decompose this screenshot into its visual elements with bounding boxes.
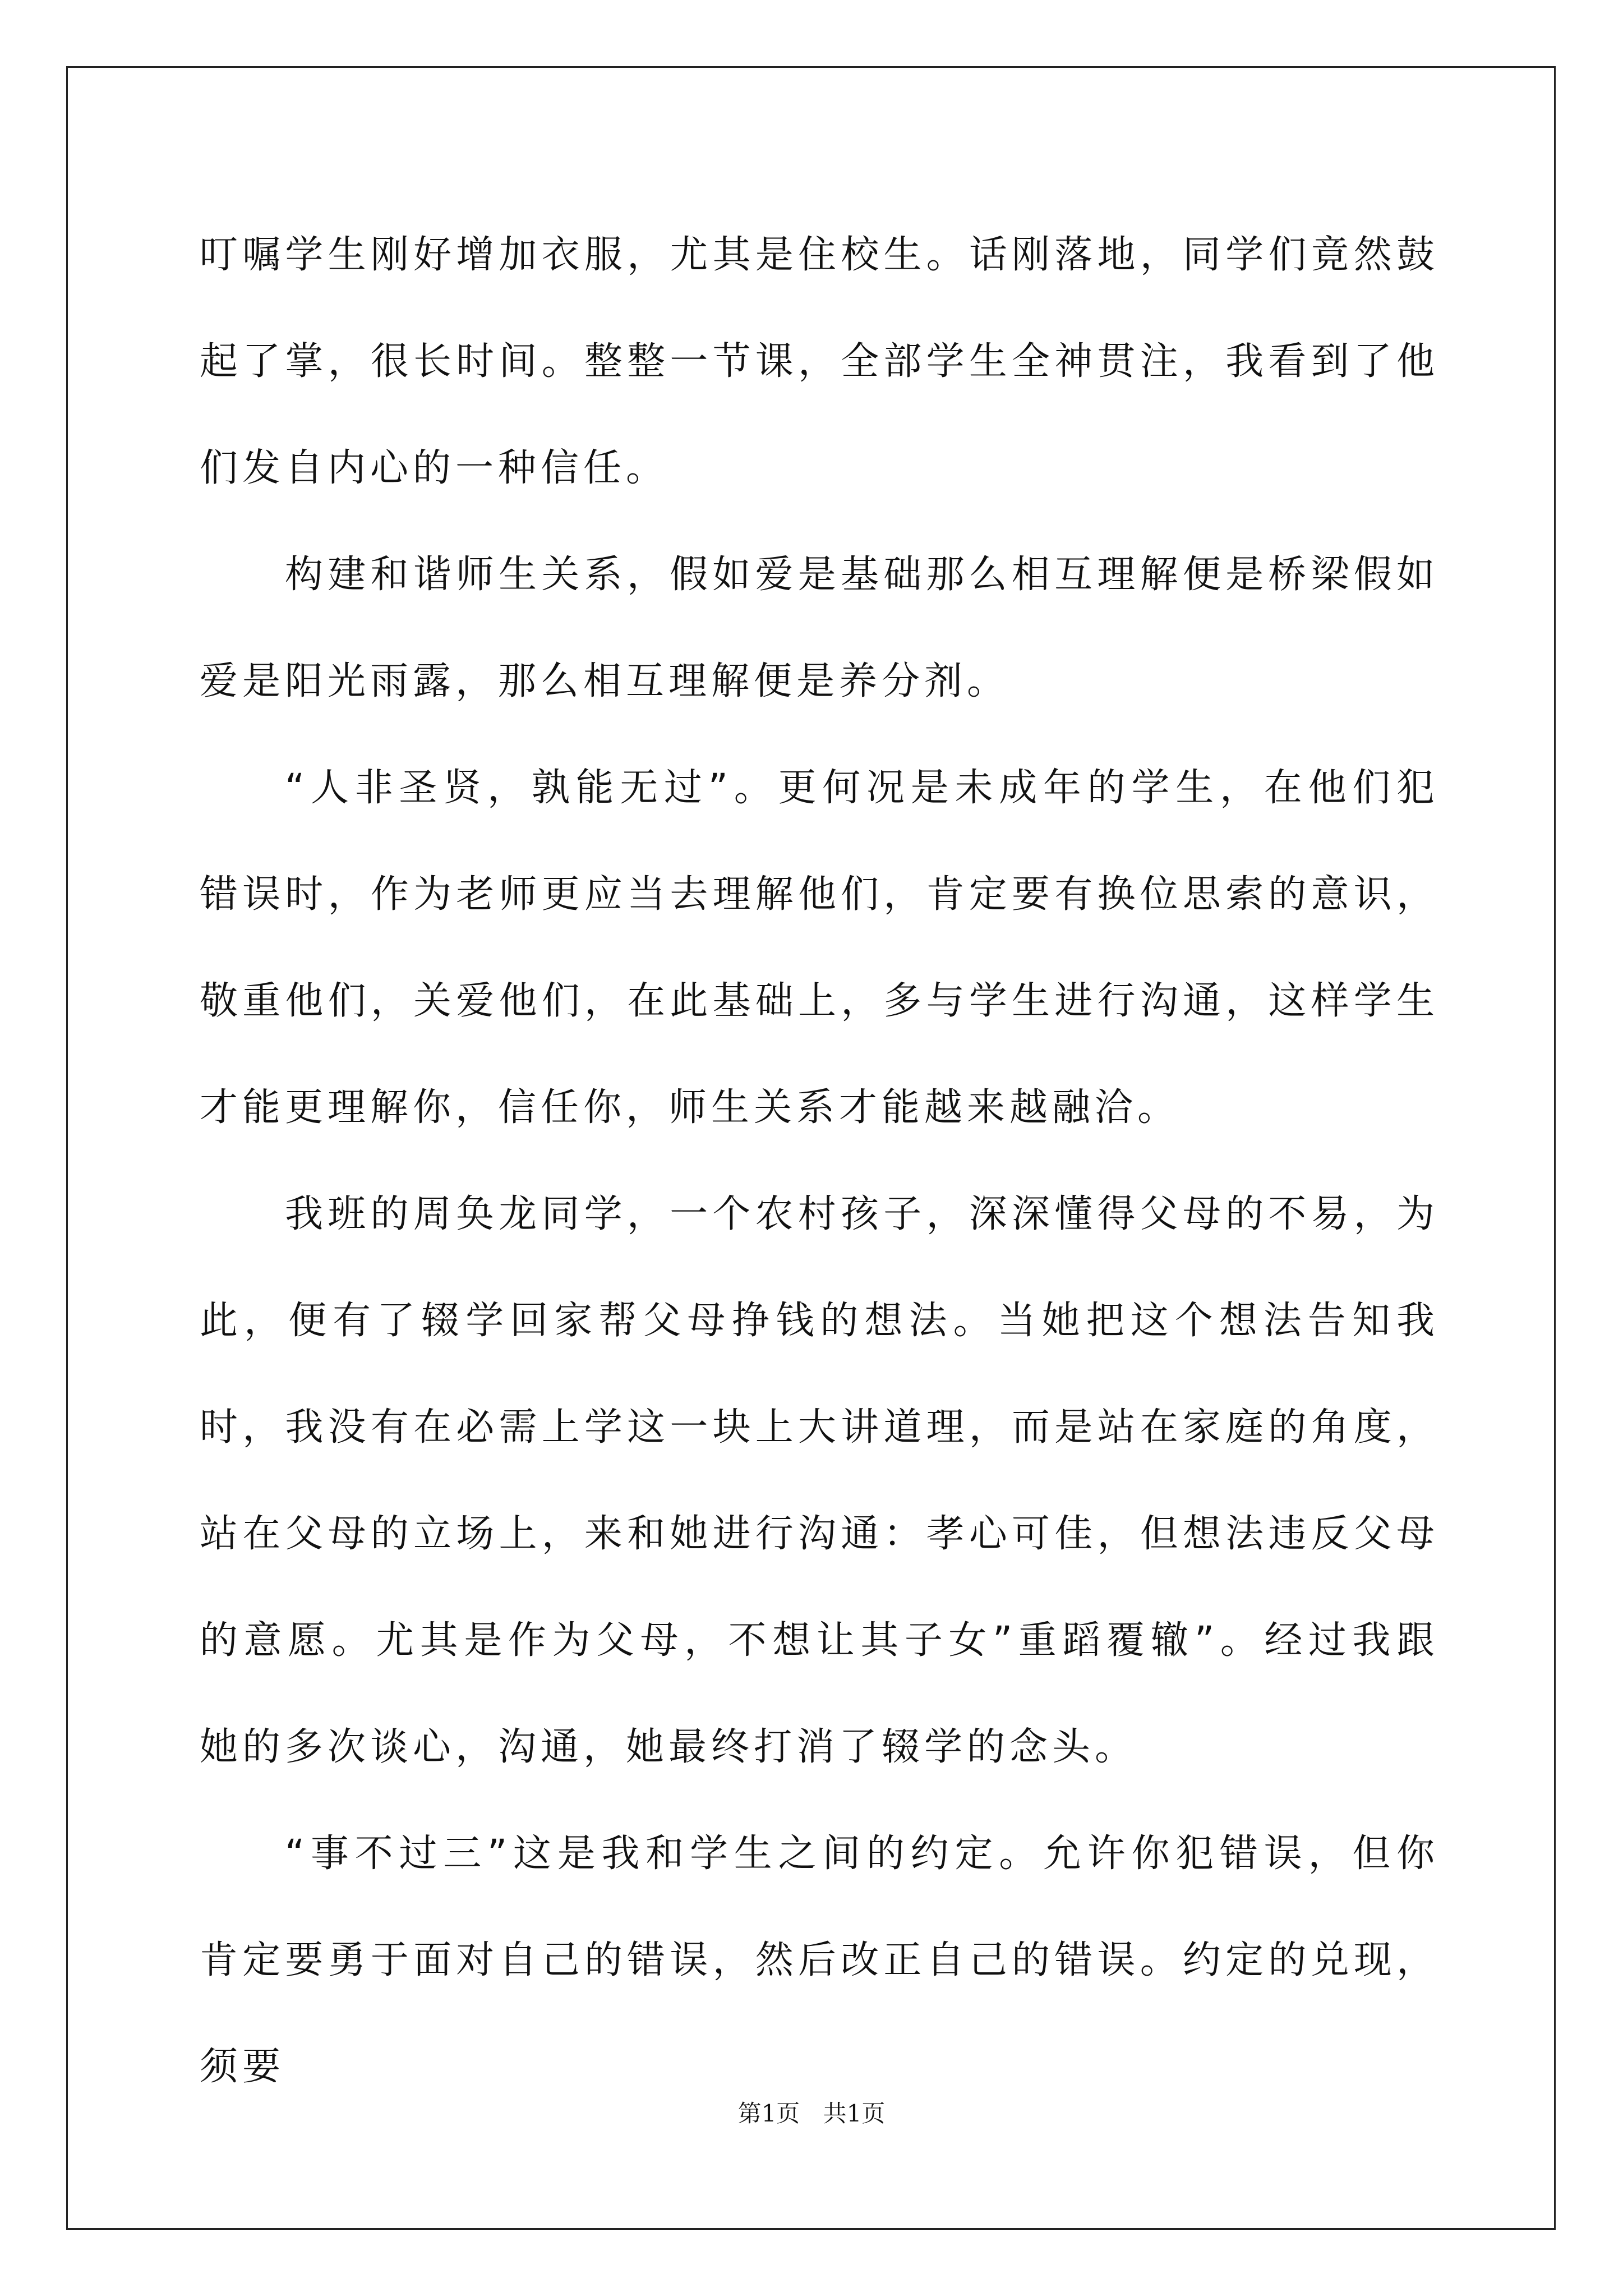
page-footer xyxy=(0,2095,1623,2129)
page-total: 共1页 xyxy=(823,2100,886,2127)
paragraph-4: 我班的周奂龙同学，一个农村孩子，深深懂得父母的不易，为此，便有了辍学回家帮父母挣钱的想法。当她把这个想法告知我时，我没有在必需上学这一块上大讲道理，而是站在家庭的角度，站在父母的立场上，来和她进行沟通：孝心可佳，但想法违反父母的意愿。尤其是作为父母，不想让其子女”重蹈覆辙”。经过我跟她的多次谈心，沟通，她最终打消了辍学的念头。 xyxy=(200,1192,1439,1769)
document-body xyxy=(200,202,1439,2120)
paragraph-5: “事不过三”这是我和学生之间的约定。允许你犯错误，但你肯定要勇于面对自己的错误，然后改正自己的错误。约定的兑现，须要 xyxy=(200,1832,1439,2089)
paragraph-1: 叮嘱学生刚好增加衣服，尤其是住校生。话刚落地，同学们竟然鼓起了掌，很长时间。整整一节课，全部学生全神贯注，我看到了他们发自内心的一种信任。 xyxy=(200,233,1439,490)
paragraph-2: 构建和谐师生关系，假如爱是基础那么相互理解便是桥梁假如爱是阳光雨露，那么相互理解便是养分剂。 xyxy=(200,553,1439,703)
paragraph-3: “人非圣贤，孰能无过”。更何况是未成年的学生，在他们犯错误时，作为老师更应当去理解他们，肯定要有换位思索的意识，敬重他们，关爱他们，在此基础上，多与学生进行沟通，这样学生才能更理解你，信任你，师生关系才能越来越融洽。 xyxy=(200,766,1439,1130)
page-number: 第1页 xyxy=(737,2100,800,2127)
